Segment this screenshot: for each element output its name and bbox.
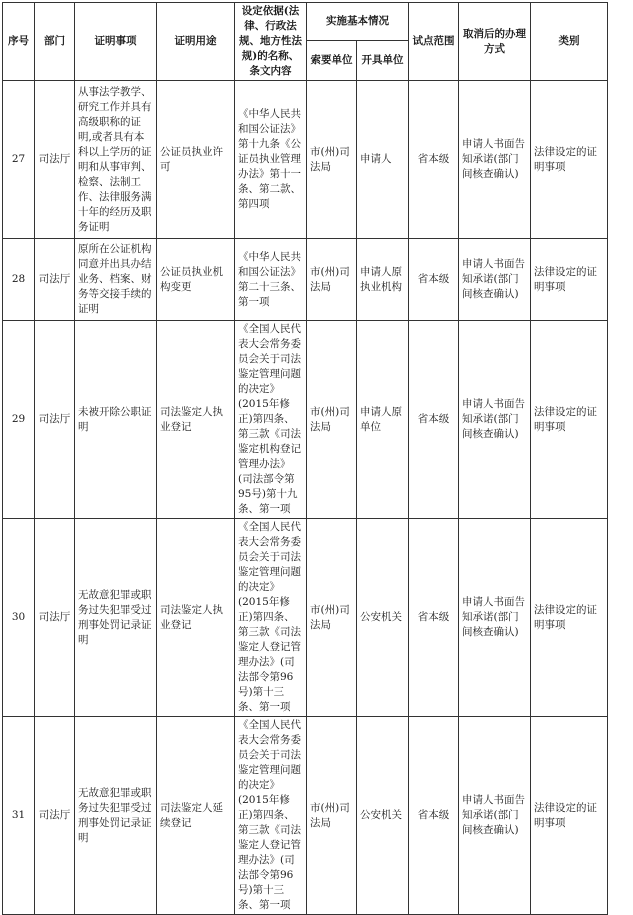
row-category: 法律设定的证明事项 bbox=[531, 519, 608, 717]
row-pilot: 省本级 bbox=[409, 717, 459, 915]
row-purpose: 公证员执业许可 bbox=[157, 81, 235, 239]
row-issue-unit: 公安机关 bbox=[357, 717, 409, 915]
header-demand-unit: 索要单位 bbox=[307, 41, 357, 81]
row-demand-unit: 市(州)司法局 bbox=[307, 239, 357, 321]
table-row bbox=[3, 321, 608, 519]
row-issue-unit: 申请人 bbox=[357, 81, 409, 239]
row-demand-unit: 市(州)司法局 bbox=[307, 81, 357, 239]
row-seq: 30 bbox=[3, 519, 35, 717]
row-dept: 司法厅 bbox=[35, 81, 75, 239]
row-item: 从事法学教学、研究工作并具有高级职称的证明,或者具有本科以上学历的证明和从事审判、检察、法制工作、法律服务满十年的经历及职务证明 bbox=[75, 81, 157, 239]
row-category: 法律设定的证明事项 bbox=[531, 717, 608, 915]
header-basis: 设定依据(法律、行政法规、地方性法规)的名称、条文内容 bbox=[235, 3, 307, 81]
row-method: 申请人书面告知承诺(部门间核查确认) bbox=[459, 239, 531, 321]
row-basis: 《中华人民共和国公证法》第二十三条、第一项 bbox=[235, 239, 307, 321]
row-category: 法律设定的证明事项 bbox=[531, 321, 608, 519]
header-purpose: 证明用途 bbox=[157, 3, 235, 81]
row-basis: 《全国人民代表大会常务委员会关于司法鉴定管理问题的决定》(2015年修正)第四条、第三款《司法鉴定人登记管理办法》(司法部令第96号)第十三条、第一项 bbox=[235, 717, 307, 915]
header-dept: 部门 bbox=[35, 3, 75, 81]
table-row bbox=[3, 519, 608, 717]
row-basis: 《中华人民共和国公证法》第十九条《公证员执业管理办法》第十一条、第二款、第四项 bbox=[235, 81, 307, 239]
row-purpose: 公证员执业机构变更 bbox=[157, 239, 235, 321]
row-dept: 司法厅 bbox=[35, 717, 75, 915]
row-pilot: 省本级 bbox=[409, 519, 459, 717]
row-demand-unit: 市(州)司法局 bbox=[307, 321, 357, 519]
row-basis: 《全国人民代表大会常务委员会关于司法鉴定管理问题的决定》(2015年修正)第四条、第三款《司法鉴定人登记管理办法》(司法部令第96号)第十三条、第一项 bbox=[235, 519, 307, 717]
row-purpose: 司法鉴定人延续登记 bbox=[157, 717, 235, 915]
row-pilot: 省本级 bbox=[409, 321, 459, 519]
row-issue-unit: 申请人原单位 bbox=[357, 321, 409, 519]
row-category: 法律设定的证明事项 bbox=[531, 239, 608, 321]
row-pilot: 省本级 bbox=[409, 81, 459, 239]
certification-items-table bbox=[2, 2, 608, 915]
header-issue-unit: 开具单位 bbox=[357, 41, 409, 81]
row-method: 申请人书面告知承诺(部门间核查确认) bbox=[459, 519, 531, 717]
row-dept: 司法厅 bbox=[35, 321, 75, 519]
table-row bbox=[3, 239, 608, 321]
row-issue-unit: 公安机关 bbox=[357, 519, 409, 717]
row-method: 申请人书面告知承诺(部门间核查确认) bbox=[459, 81, 531, 239]
table-row bbox=[3, 81, 608, 239]
row-item: 无故意犯罪或职务过失犯罪受过刑事处罚记录证明 bbox=[75, 519, 157, 717]
row-demand-unit: 市(州)司法局 bbox=[307, 717, 357, 915]
row-seq: 29 bbox=[3, 321, 35, 519]
row-category: 法律设定的证明事项 bbox=[531, 81, 608, 239]
row-issue-unit: 申请人原执业机构 bbox=[357, 239, 409, 321]
row-method: 申请人书面告知承诺(部门间核查确认) bbox=[459, 717, 531, 915]
row-seq: 27 bbox=[3, 81, 35, 239]
row-purpose: 司法鉴定人执业登记 bbox=[157, 321, 235, 519]
header-method: 取消后的办理方式 bbox=[459, 3, 531, 81]
row-basis: 《全国人民代表大会常务委员会关于司法鉴定管理问题的决定》(2015年修正)第四条、第三款《司法鉴定机构登记管理办法》(司法部令第95号)第十九条、第一项 bbox=[235, 321, 307, 519]
row-seq: 31 bbox=[3, 717, 35, 915]
row-purpose: 司法鉴定人执业登记 bbox=[157, 519, 235, 717]
row-pilot: 省本级 bbox=[409, 239, 459, 321]
table-row bbox=[3, 717, 608, 915]
row-seq: 28 bbox=[3, 239, 35, 321]
row-item: 无故意犯罪或职务过失犯罪受过刑事处罚记录证明 bbox=[75, 717, 157, 915]
header-category: 类别 bbox=[531, 3, 608, 81]
header-item: 证明事项 bbox=[75, 3, 157, 81]
row-demand-unit: 市(州)司法局 bbox=[307, 519, 357, 717]
header-seq: 序号 bbox=[3, 3, 35, 81]
row-item: 原所在公证机构同意并出具办结业务、档案、财务等交接手续的证明 bbox=[75, 239, 157, 321]
row-dept: 司法厅 bbox=[35, 239, 75, 321]
row-method: 申请人书面告知承诺(部门间核查确认) bbox=[459, 321, 531, 519]
row-dept: 司法厅 bbox=[35, 519, 75, 717]
header-pilot: 试点范围 bbox=[409, 3, 459, 81]
header-impl: 实施基本情况 bbox=[307, 3, 409, 41]
row-item: 未被开除公职证明 bbox=[75, 321, 157, 519]
